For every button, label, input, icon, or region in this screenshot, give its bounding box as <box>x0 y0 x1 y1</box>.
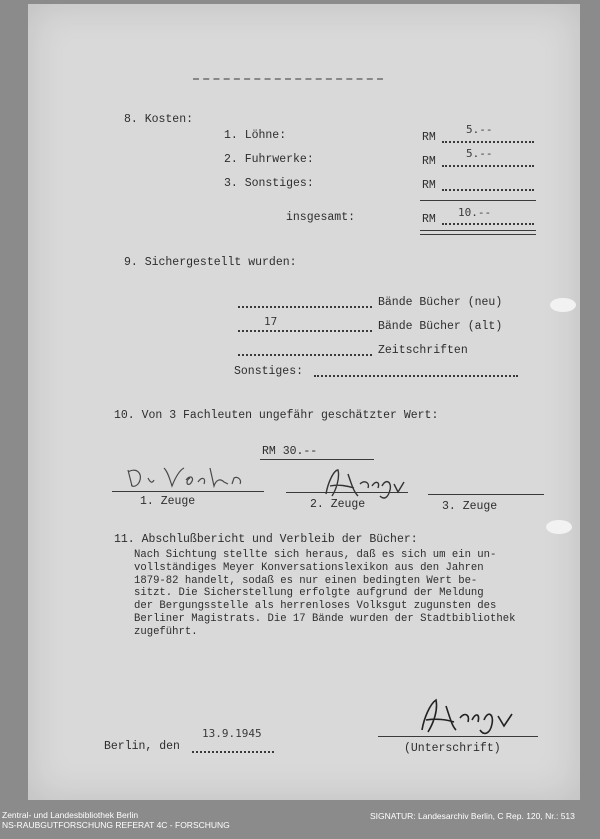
top-remnant-line <box>193 78 383 80</box>
closing-place-label: Berlin, den <box>104 740 180 753</box>
main-signature <box>412 694 532 738</box>
witness-1-signature <box>124 462 274 492</box>
cost-total-currency: RM <box>422 213 436 226</box>
section-8-heading: 8. Kosten: <box>124 113 194 126</box>
footer-left-line-1: Zentral- und Landesbibliothek Berlin <box>2 810 139 820</box>
witness-3-label: 3. Zeuge <box>442 500 498 513</box>
report-line-6: Berliner Magistrats. Die 17 Bände wurden der Stadtbibliothek <box>134 612 516 625</box>
other-dots <box>314 375 518 377</box>
report-line-1: Nach Sichtung stellte sich heraus, daß es sich um ein un- <box>134 549 497 561</box>
cost-total-double-rule <box>420 230 536 235</box>
witness-1-rule <box>112 491 264 492</box>
footer-left-line-2: NS-RAUBGUTFORSCHUNG REFERAT 4C - FORSCHUNG <box>2 820 230 830</box>
report-line-3: 1879-82 handelt, sodaß es nur einen bedingten Wert be- <box>134 574 478 587</box>
closing-date: 13.9.1945 <box>202 727 262 740</box>
books-new-dots <box>238 306 372 308</box>
section-11-heading: 11. Abschlußbericht und Verbleib der Bücher: <box>114 533 418 546</box>
cost-item-2-currency: RM <box>422 155 436 168</box>
cost-item-1-label: 1. Löhne: <box>224 129 287 142</box>
witness-2-rule <box>286 492 408 493</box>
closing-date-dots <box>192 751 274 753</box>
witness-3-rule <box>428 494 544 495</box>
report-line-4: sitzt. Die Sicherstellung erfolgte aufgrund der Meldung <box>134 587 484 600</box>
cost-sum-rule <box>420 200 536 201</box>
books-old-label: Bände Bücher (alt) <box>378 320 503 333</box>
archive-footer-left <box>2 810 230 830</box>
document-page <box>28 4 580 800</box>
final-report-text <box>134 549 554 639</box>
magazines-label: Zeitschriften <box>378 344 468 357</box>
section-10-heading: 10. Von 3 Fachleuten ungefähr geschätzter Wert: <box>114 409 439 422</box>
witness-2-label: 2. Zeuge <box>310 498 366 511</box>
estimated-value: RM 30.-- <box>262 445 318 458</box>
cost-total-dots <box>442 223 534 225</box>
cost-item-3-currency: RM <box>422 179 436 192</box>
cost-item-3-dots <box>442 189 534 191</box>
report-line-5: der Bergungsstelle als herrenloses Volksgut zugunsten des <box>134 600 497 613</box>
cost-total-label: insgesamt: <box>286 211 356 224</box>
punch-hole-top <box>550 298 576 312</box>
magazines-dots <box>238 354 372 356</box>
cost-item-1-value: 5.-- <box>466 123 493 136</box>
punch-hole-bottom <box>546 520 572 534</box>
section-9-heading: 9. Sichergestellt wurden: <box>124 256 297 269</box>
cost-item-2-label: 2. Fuhrwerke: <box>224 153 314 166</box>
books-new-label: Bände Bücher (neu) <box>378 296 503 309</box>
books-old-count: 17 <box>264 315 278 328</box>
cost-item-1-currency: RM <box>422 131 436 144</box>
cost-item-2-value: 5.-- <box>466 147 493 160</box>
archive-footer-right: SIGNATUR: Landesarchiv Berlin, C Rep. 120, Nr.: 513 <box>370 811 575 821</box>
main-signature-rule <box>378 736 538 737</box>
other-label: Sonstiges: <box>234 365 304 378</box>
cost-item-2-dots <box>442 165 534 167</box>
signature-label: (Unterschrift) <box>404 742 501 755</box>
report-line-7: zugeführt. <box>134 625 198 638</box>
cost-item-1-dots <box>442 141 534 143</box>
report-line-2: vollständiges Meyer Konversationslexikon aus den Jahren <box>134 561 484 574</box>
estimated-value-rule <box>260 459 374 460</box>
witness-1-label: 1. Zeuge <box>140 495 196 508</box>
cost-total-value: 10.-- <box>458 206 492 219</box>
books-old-dots <box>238 330 372 332</box>
cost-item-3-label: 3. Sonstiges: <box>224 177 314 190</box>
